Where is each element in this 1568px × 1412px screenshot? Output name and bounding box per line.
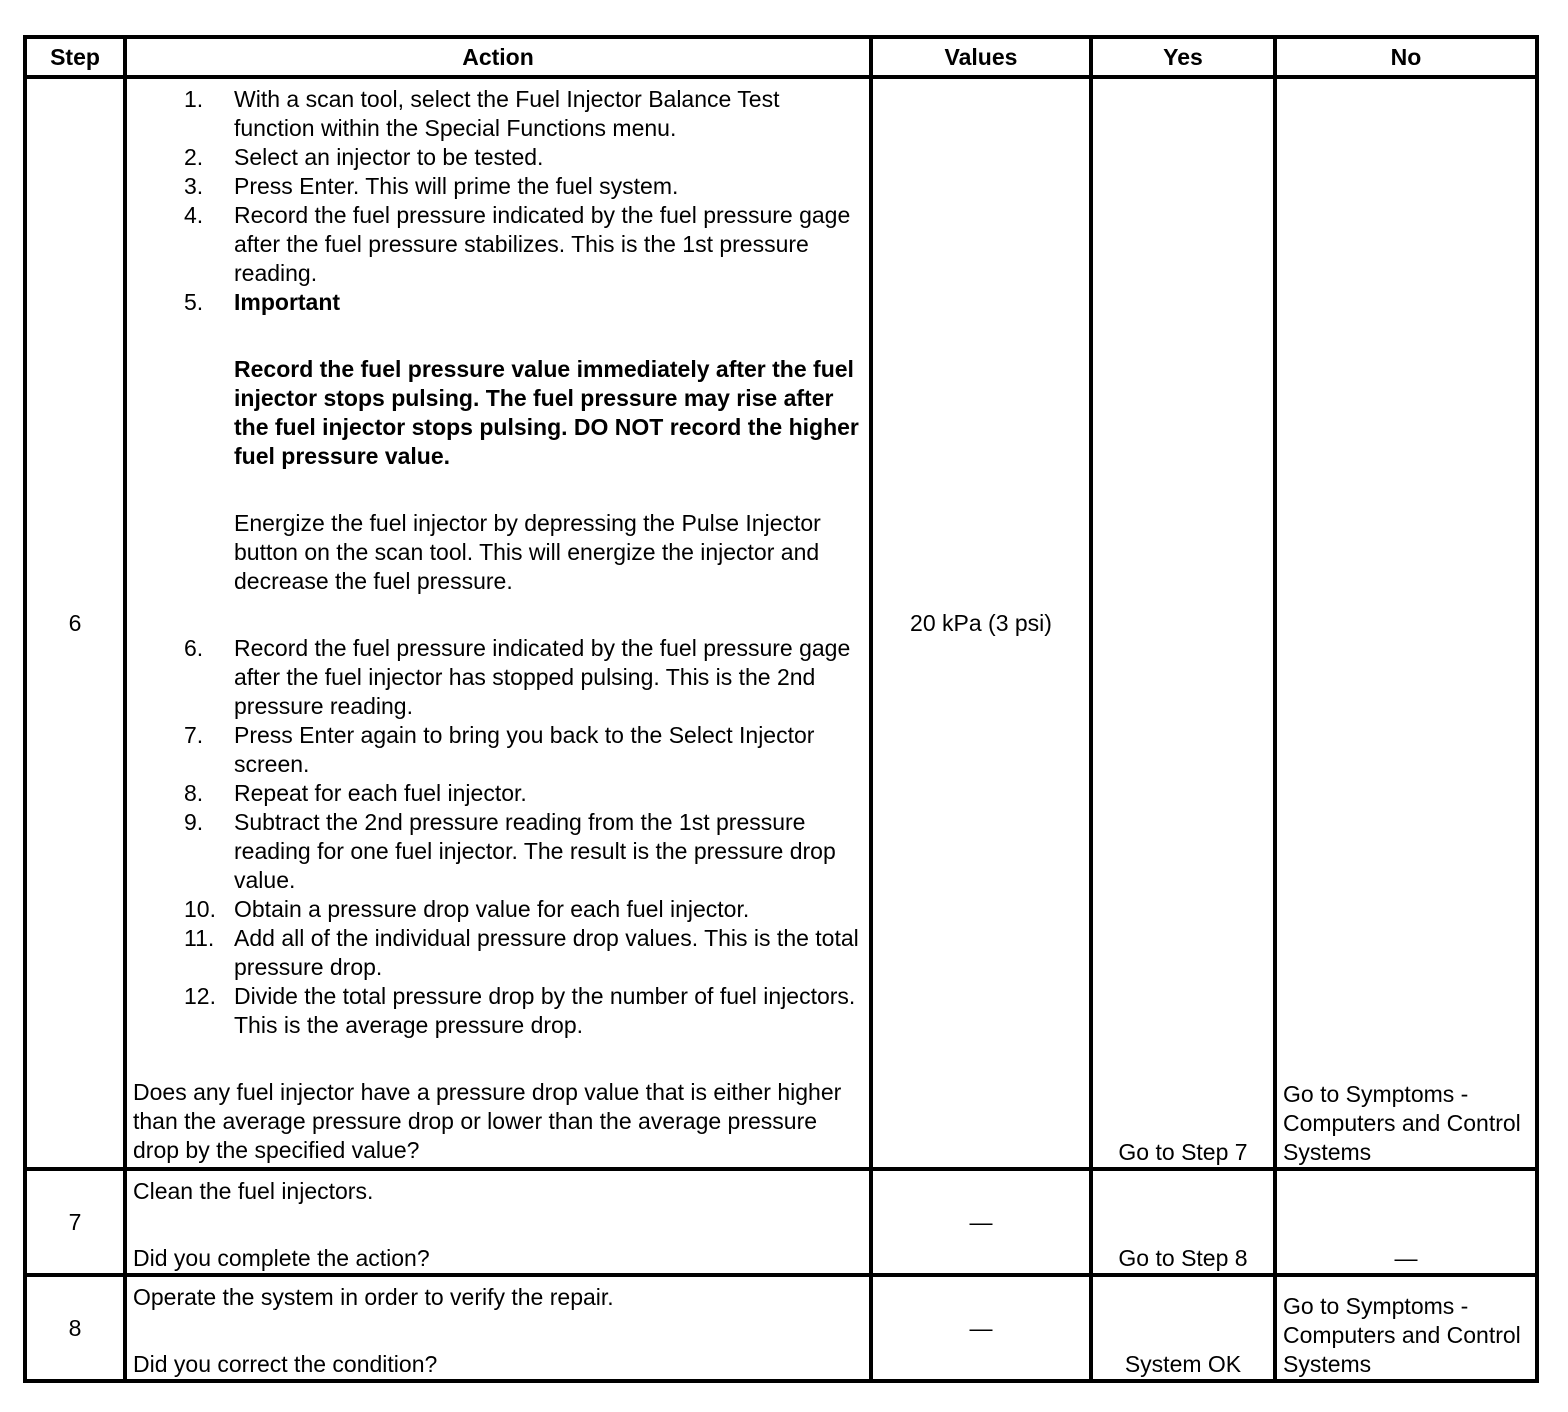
step-number: 7 (25, 1169, 125, 1275)
no-cell: — (1275, 1169, 1537, 1275)
yes-cell: Go to Step 8 (1091, 1169, 1275, 1275)
list-item: 11. Add all of the individual pressure drop values. This is the total pressure drop. (184, 925, 859, 980)
list-item: 9. Subtract the 2nd pressure reading from the 1st pressure reading for one fuel injector. The result is the pressure drop value. (184, 809, 836, 893)
step-question: Did you correct the condition? (133, 1351, 438, 1377)
action-cell (125, 1275, 871, 1381)
action-text: Clean the fuel injectors. (133, 1178, 374, 1204)
header-yes: Yes (1091, 37, 1275, 77)
list-item: 8. Repeat for each fuel injector. (184, 780, 527, 806)
table-row-step-8 (25, 1275, 1537, 1381)
list-item: 2. Select an injector to be tested. (184, 144, 544, 170)
list-item: 4. Record the fuel pressure indicated by the fuel pressure gage after the fuel pressure stabilizes. This is the 1st pressure reading. (184, 202, 851, 286)
list-item: 3. Press Enter. This will prime the fuel system. (184, 173, 679, 199)
no-cell: Go to Symptoms - Computers and Control Systems (1275, 77, 1537, 1169)
action-cell (125, 77, 871, 1169)
no-cell: Go to Symptoms - Computers and Control Systems (1275, 1275, 1537, 1381)
values-cell: — (871, 1169, 1091, 1275)
action-text: Operate the system in order to verify the repair. (133, 1284, 614, 1310)
important-note: Record the fuel pressure value immediately after the fuel injector stops pulsing. The fuel pressure may rise after the fuel injector stops pulsing. DO NOT record the higher fuel pressure value. (234, 356, 859, 469)
important-label: Important (234, 289, 341, 315)
header-values: Values (871, 37, 1091, 77)
energize-instruction: Energize the fuel injector by depressing the Pulse Injector button on the scan tool. This will energize the injector and decrease the fuel pressure. (234, 510, 821, 594)
header-row (25, 37, 1537, 77)
step-number: 8 (25, 1275, 125, 1381)
list-item: 7. Press Enter again to bring you back to the Select Injector screen. (184, 722, 815, 777)
values-cell: — (871, 1275, 1091, 1381)
procedure-list (133, 85, 863, 1040)
table-row-step-7 (25, 1169, 1537, 1275)
list-item: 1. With a scan tool, select the Fuel Injector Balance Test function within the Special Functions menu. (184, 86, 780, 141)
list-item: 10. Obtain a pressure drop value for each fuel injector. (184, 896, 750, 922)
diagnostic-table (23, 35, 1539, 1383)
yes-cell: System OK (1091, 1275, 1275, 1381)
list-item-important: 5. Important Record the fuel pressure value immediately after the fuel injector stops pulsing. The fuel pressure may rise after the fuel injector stops pulsing. DO NOT record the higher fuel pressure value. Energize the fuel injector by depressing the Pulse Injector button on the scan tool. This will energize the injector and decrease the fuel pressure. (133, 288, 863, 634)
step-number: 6 (25, 77, 125, 1169)
list-item: 12. Divide the total pressure drop by the number of fuel injectors. This is the average pressure drop. (184, 983, 856, 1038)
action-cell (125, 1169, 871, 1275)
step-question: Does any fuel injector have a pressure drop value that is either higher than the average pressure drop or lower than the average pressure drop by the specified value? (133, 1079, 842, 1163)
table-row-step-6 (25, 77, 1537, 1169)
step-question: Did you complete the action? (133, 1245, 430, 1271)
values-cell: 20 kPa (3 psi) (871, 77, 1091, 1169)
yes-cell: Go to Step 7 (1091, 77, 1275, 1169)
header-no: No (1275, 37, 1537, 77)
header-step: Step (25, 37, 125, 77)
header-action: Action (125, 37, 871, 77)
list-item: 6. Record the fuel pressure indicated by the fuel pressure gage after the fuel injector has stopped pulsing. This is the 2nd pressure reading. (184, 635, 851, 719)
